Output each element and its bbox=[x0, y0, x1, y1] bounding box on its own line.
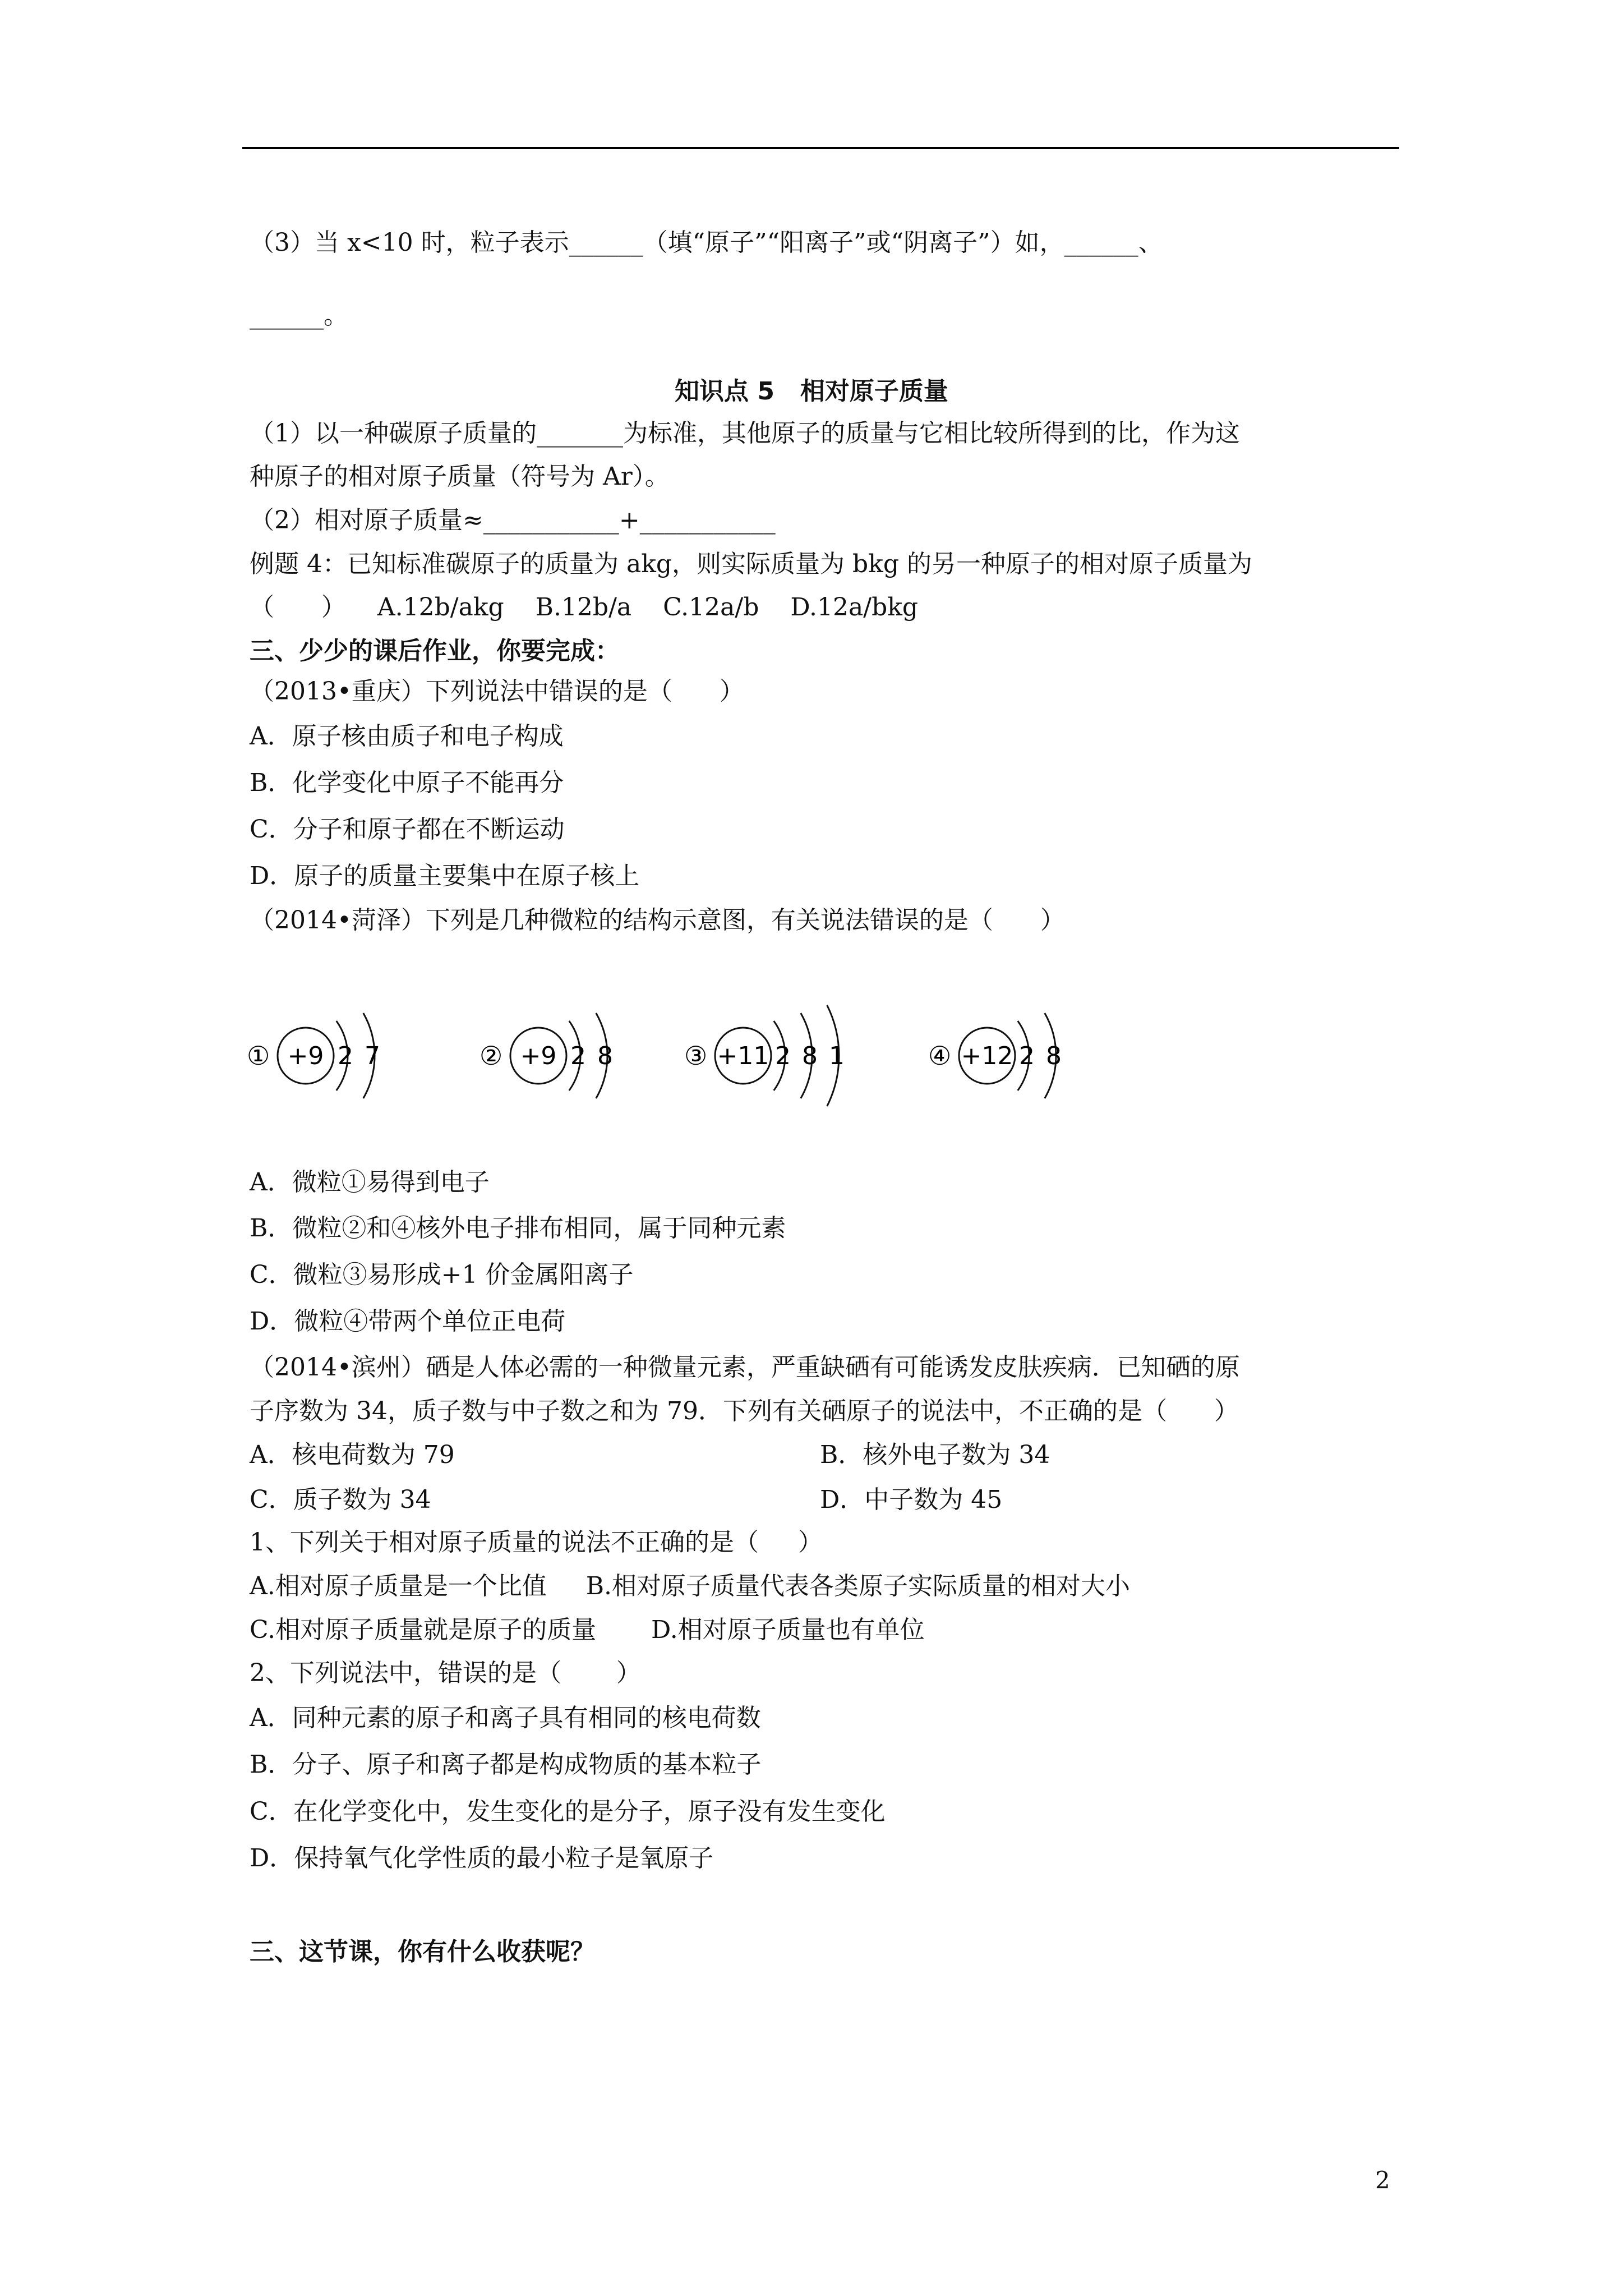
q2-option-a: A．同种元素的原子和离子具有相同的核电荷数 bbox=[250, 1704, 761, 1732]
shell-electron-count: 2 bbox=[570, 1042, 586, 1070]
q1-options-row2: C.相对原子质量就是原子的质量 D.相对原子质量也有单位 bbox=[250, 1616, 925, 1644]
q3-line2: ______。 bbox=[250, 301, 348, 330]
atom-structure-diagrams bbox=[247, 959, 1166, 1144]
hw1-option-a: A．原子核由质子和电子构成 bbox=[250, 722, 564, 751]
kp5-p1-b: 种原子的相对原子质量（符号为 Ar）。 bbox=[250, 462, 670, 491]
diagram-label: ③ bbox=[684, 1041, 708, 1071]
hw2-option-a: A．微粒①易得到电子 bbox=[250, 1168, 490, 1197]
q1-stem: 1、下列关于相对原子质量的说法不正确的是（ ） bbox=[250, 1528, 823, 1557]
hw1-option-d: D．原子的质量主要集中在原子核上 bbox=[250, 862, 640, 890]
atom-diagram-1 bbox=[247, 1013, 380, 1098]
q2-option-c: C．在化学变化中，发生变化的是分子，原子没有发生变化 bbox=[250, 1797, 886, 1826]
hw3-option-d: D．中子数为 45 bbox=[820, 1485, 1003, 1514]
q3-line1: （3）当 x<10 时，粒子表示______（填“原子”“阳离子”或“阴离子”）如，______、 bbox=[250, 228, 1163, 257]
nucleus-charge: +12 bbox=[961, 1042, 1013, 1070]
hw2-option-d: D．微粒④带两个单位正电荷 bbox=[250, 1307, 566, 1336]
kp5-p2: （2）相对原子质量≈___________+___________ bbox=[250, 506, 776, 535]
diagram-label: ④ bbox=[928, 1041, 952, 1071]
example4-a: 例题 4：已知标准碳原子的质量为 akg，则实际质量为 bkg 的另一种原子的相对原子质量为 bbox=[250, 550, 1252, 578]
nucleus-charge: +11 bbox=[717, 1042, 769, 1070]
atom-diagram-3 bbox=[684, 1005, 845, 1106]
diagram-label: ② bbox=[479, 1041, 503, 1071]
shell-electron-count: 2 bbox=[1019, 1042, 1035, 1070]
shell-electron-count: 8 bbox=[802, 1042, 818, 1070]
shell-electron-count: 2 bbox=[775, 1042, 791, 1070]
hw1-stem: （2013•重庆）下列说法中错误的是（ ） bbox=[250, 677, 744, 706]
summary-title: 三、这节课，你有什么收获呢？ bbox=[250, 1938, 595, 1966]
shell-electron-count: 1 bbox=[829, 1042, 845, 1070]
shell-electron-count: 8 bbox=[1046, 1042, 1062, 1070]
q1-options-row1: A.相对原子质量是一个比值 B.相对原子质量代表各类原子实际质量的相对大小 bbox=[250, 1572, 1131, 1600]
shell-electron-count: 8 bbox=[597, 1042, 613, 1070]
header-rule bbox=[242, 147, 1399, 149]
q2-option-d: D．保持氧气化学性质的最小粒子是氧原子 bbox=[250, 1844, 714, 1872]
nucleus-charge: +9 bbox=[287, 1042, 324, 1070]
q2-option-b: B．分子、原子和离子都是构成物质的基本粒子 bbox=[250, 1750, 762, 1779]
hw3-stem-b: 子序数为 34，质子数与中子数之和为 79．下列有关硒原子的说法中，不正确的是（ ） bbox=[250, 1397, 1239, 1425]
example4-b: （ ） A.12b/akg B.12b/a C.12a/b D.12a/bkg bbox=[250, 593, 919, 622]
hw3-stem-a: （2014•滨州）硒是人体必需的一种微量元素，严重缺硒有可能诱发皮肤疾病．已知硒的原 bbox=[250, 1353, 1240, 1382]
hw1-option-b: B．化学变化中原子不能再分 bbox=[250, 769, 564, 797]
hw2-option-c: C．微粒③易形成+1 价金属阳离子 bbox=[250, 1260, 634, 1289]
shell-electron-count: 7 bbox=[365, 1042, 380, 1070]
hw1-option-c: C．分子和原子都在不断运动 bbox=[250, 815, 565, 844]
shell-electron-count: 2 bbox=[338, 1042, 353, 1070]
page-number: 2 bbox=[1375, 2166, 1390, 2194]
hw3-option-c: C．质子数为 34 bbox=[250, 1485, 431, 1514]
atom-diagram-2 bbox=[479, 1013, 613, 1098]
diagram-label: ① bbox=[247, 1041, 270, 1071]
atom-diagram-4 bbox=[928, 1013, 1062, 1098]
kp5-title: 知识点 5 相对原子质量 bbox=[675, 377, 948, 406]
hw3-option-a: A．核电荷数为 79 bbox=[250, 1441, 455, 1469]
hw3-option-b: B．核外电子数为 34 bbox=[820, 1441, 1050, 1469]
nucleus-charge: +9 bbox=[520, 1042, 557, 1070]
q2-stem: 2、下列说法中，错误的是（ ） bbox=[250, 1659, 641, 1687]
hw-title: 三、少少的课后作业，你要完成： bbox=[250, 637, 620, 665]
hw2-option-b: B．微粒②和④核外电子排布相同，属于同种元素 bbox=[250, 1214, 786, 1243]
hw2-stem: （2014•菏泽）下列是几种微粒的结构示意图，有关说法错误的是（ ） bbox=[250, 906, 1065, 935]
kp5-p1-a: （1）以一种碳原子质量的_______为标准，其他原子的质量与它相比较所得到的比，作为这 bbox=[250, 419, 1240, 448]
